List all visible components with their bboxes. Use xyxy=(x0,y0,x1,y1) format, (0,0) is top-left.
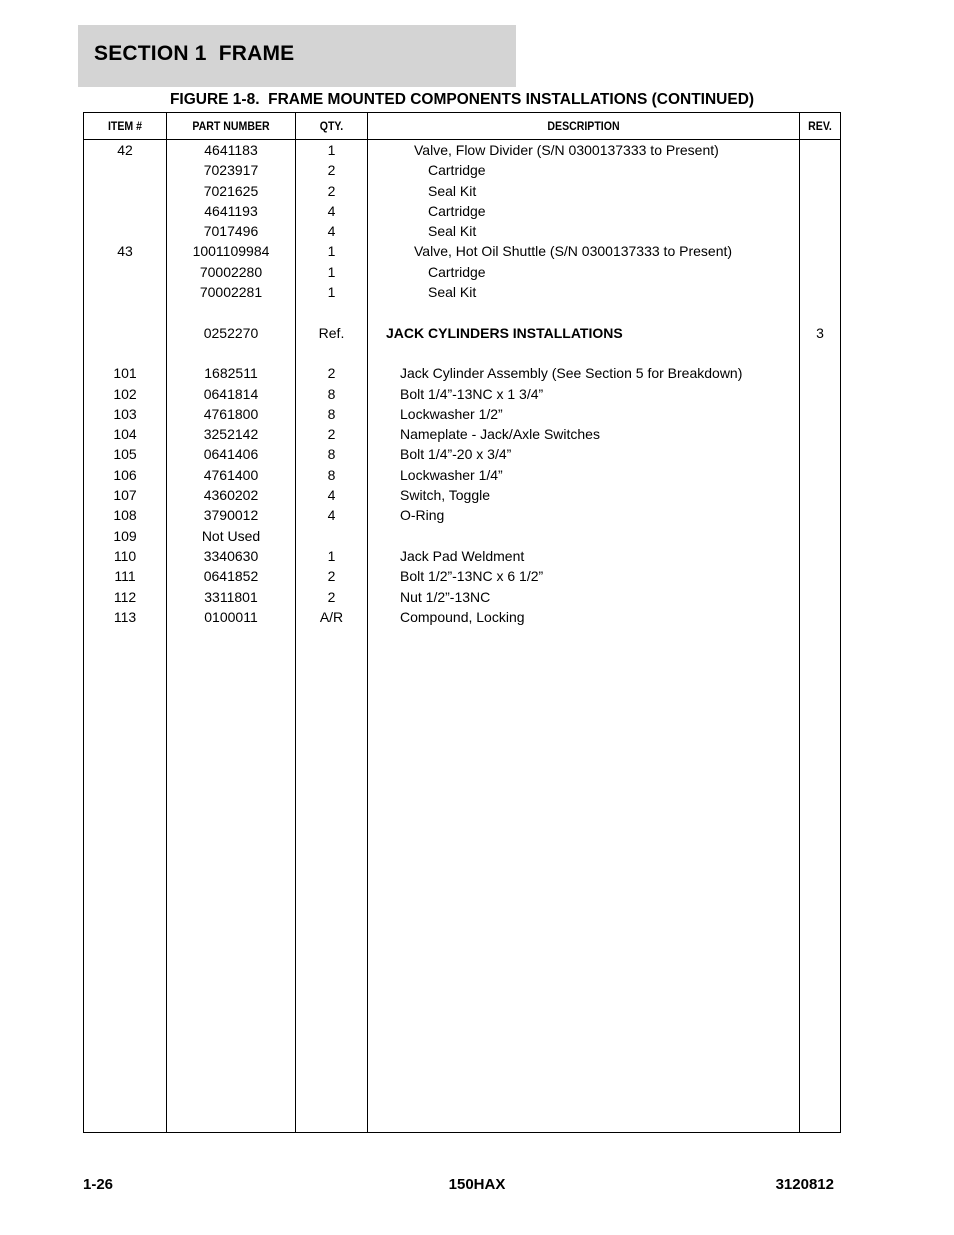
section-title: SECTION 1 FRAME xyxy=(94,42,295,65)
footer-model: 150HAX xyxy=(448,1176,506,1193)
part-number: 4641193 xyxy=(204,202,258,219)
table-row xyxy=(84,566,840,586)
item-number xyxy=(84,201,166,221)
description: Cartridge xyxy=(428,162,486,179)
footer-doc-number: 3120812 xyxy=(775,1176,834,1193)
item-number: 110 xyxy=(113,547,137,564)
table-row xyxy=(84,282,840,302)
description: Bolt 1/4”-13NC x 1 3/4” xyxy=(400,385,544,402)
table-row xyxy=(84,465,840,485)
part-number: 3340630 xyxy=(203,547,259,564)
revision xyxy=(800,607,840,627)
description: Valve, Flow Divider (S/N 0300137333 to Present) xyxy=(414,142,719,158)
description: Lockwasher 1/4” xyxy=(400,466,503,483)
table-row xyxy=(84,160,840,180)
quantity: 2 xyxy=(327,588,336,605)
part-number: 4761400 xyxy=(203,466,259,483)
item-number: 43 xyxy=(117,243,133,260)
item-number: 108 xyxy=(113,507,137,524)
description: Lockwasher 1/2” xyxy=(400,405,503,422)
quantity: 2 xyxy=(327,426,336,443)
revision: 3 xyxy=(816,324,824,341)
table-row xyxy=(84,444,840,464)
parts-table xyxy=(83,112,841,1133)
description: Jack Cylinder Assembly (See Section 5 for Breakdown) xyxy=(400,365,743,382)
section-header xyxy=(78,25,516,87)
quantity: 2 xyxy=(327,182,336,199)
item-number: 109 xyxy=(113,527,137,544)
part-number xyxy=(167,343,295,363)
table-row xyxy=(84,181,840,201)
table-row xyxy=(84,363,840,383)
quantity: 8 xyxy=(327,385,336,402)
part-number: 3311801 xyxy=(204,588,258,605)
item-number: 113 xyxy=(113,608,137,625)
table-row xyxy=(84,343,840,363)
table-row xyxy=(84,241,840,261)
part-number: 0641852 xyxy=(203,568,259,585)
revision xyxy=(800,566,840,586)
revision xyxy=(800,485,840,505)
quantity: 1 xyxy=(327,243,336,260)
quantity xyxy=(296,343,367,363)
revision xyxy=(800,241,840,261)
part-number: Not Used xyxy=(201,527,261,544)
quantity: 4 xyxy=(327,202,336,219)
table-row xyxy=(84,384,840,404)
header-qty: QTY. xyxy=(319,119,344,133)
item-number: 112 xyxy=(113,588,137,605)
revision xyxy=(800,526,840,546)
description: O-Ring xyxy=(400,507,445,524)
item-number xyxy=(84,343,166,363)
table-row xyxy=(84,485,840,505)
quantity: 2 xyxy=(327,568,336,585)
quantity xyxy=(296,526,367,546)
table-row xyxy=(84,424,840,444)
item-number: 106 xyxy=(113,466,137,483)
table-row xyxy=(84,546,840,566)
part-number: 0100011 xyxy=(204,608,258,625)
part-number: 7021625 xyxy=(203,182,259,199)
part-number: 7017496 xyxy=(203,223,259,240)
item-number: 111 xyxy=(114,568,136,585)
revision xyxy=(800,201,840,221)
revision xyxy=(800,221,840,241)
item-number xyxy=(84,221,166,241)
table-row xyxy=(84,323,840,343)
description: Valve, Hot Oil Shuttle (S/N 0300137333 to Present) xyxy=(414,243,733,260)
quantity: 1 xyxy=(327,142,336,158)
item-number: 102 xyxy=(113,385,137,402)
description: Bolt 1/2”-13NC x 6 1/2” xyxy=(400,568,544,585)
part-number: 1682511 xyxy=(204,365,258,382)
description: Switch, Toggle xyxy=(400,487,491,504)
table-row xyxy=(84,505,840,525)
item-number: 42 xyxy=(117,142,133,158)
item-number xyxy=(84,181,166,201)
header-part-number: PART NUMBER xyxy=(192,119,270,133)
table-row xyxy=(84,262,840,282)
revision xyxy=(800,465,840,485)
description: Bolt 1/4”-20 x 3/4” xyxy=(400,446,512,463)
description: Seal Kit xyxy=(428,182,477,199)
table-row xyxy=(84,607,840,627)
table-row xyxy=(84,140,840,160)
revision xyxy=(800,262,840,282)
part-number: 0252270 xyxy=(203,324,259,341)
quantity: 4 xyxy=(327,223,336,240)
item-number xyxy=(84,262,166,282)
part-number: 4360202 xyxy=(203,487,259,504)
table-row xyxy=(84,404,840,424)
part-number: 4761800 xyxy=(203,405,259,422)
item-number: 104 xyxy=(113,426,137,443)
description: Jack Pad Weldment xyxy=(400,547,525,564)
revision xyxy=(800,140,840,160)
quantity: Ref. xyxy=(318,324,345,341)
part-number: 3790012 xyxy=(203,507,259,524)
quantity: 1 xyxy=(327,547,336,564)
table-body xyxy=(84,140,840,627)
table-row xyxy=(84,587,840,607)
quantity: 2 xyxy=(327,162,336,179)
header-item: ITEM # xyxy=(107,119,143,133)
table-row xyxy=(84,221,840,241)
quantity: 1 xyxy=(327,284,336,301)
revision xyxy=(800,424,840,444)
table-row xyxy=(84,201,840,221)
part-number: 1001109984 xyxy=(192,243,270,260)
footer-page-number: 1-26 xyxy=(83,1176,114,1193)
description: JACK CYLINDERS INSTALLATIONS xyxy=(386,324,623,341)
quantity: 4 xyxy=(327,507,336,524)
revision xyxy=(800,546,840,566)
header-description: DESCRIPTION xyxy=(547,119,620,133)
revision xyxy=(800,384,840,404)
description: Nut 1/2”-13NC xyxy=(400,588,491,605)
revision xyxy=(800,404,840,424)
table-row xyxy=(84,526,840,546)
revision xyxy=(800,160,840,180)
quantity: 8 xyxy=(327,446,336,463)
item-number: 103 xyxy=(113,405,137,422)
part-number: 4641183 xyxy=(204,142,258,158)
part-number: 7023917 xyxy=(203,162,259,179)
quantity: 8 xyxy=(327,405,336,422)
description: Nameplate - Jack/Axle Switches xyxy=(400,426,600,443)
item-number xyxy=(84,160,166,180)
part-number: 70002280 xyxy=(199,263,263,280)
figure-title: FIGURE 1-8. FRAME MOUNTED COMPONENTS INSTALLATIONS (CONTINUED) xyxy=(169,91,755,108)
item-number xyxy=(84,323,166,343)
revision xyxy=(800,587,840,607)
description: Seal Kit xyxy=(428,284,477,301)
description: Cartridge xyxy=(428,202,486,219)
item-number: 105 xyxy=(113,446,137,463)
revision xyxy=(800,181,840,201)
quantity: 2 xyxy=(327,365,336,382)
part-number: 3252142 xyxy=(203,426,259,443)
header-rev: REV. xyxy=(808,119,832,133)
description: Seal Kit xyxy=(428,223,477,240)
quantity: 1 xyxy=(327,263,336,280)
part-number: 0641814 xyxy=(203,385,259,402)
quantity: 4 xyxy=(327,487,336,504)
part-number: 0641406 xyxy=(203,446,259,463)
item-number: 101 xyxy=(113,365,137,382)
description: Cartridge xyxy=(428,263,486,280)
table-row xyxy=(84,302,840,322)
quantity: A/R xyxy=(319,608,344,625)
revision xyxy=(800,505,840,525)
revision xyxy=(800,282,840,302)
revision xyxy=(800,363,840,383)
part-number: 70002281 xyxy=(199,284,263,301)
description: Compound, Locking xyxy=(400,608,525,625)
quantity: 8 xyxy=(327,466,336,483)
item-number: 107 xyxy=(113,487,137,504)
item-number xyxy=(84,282,166,302)
quantity xyxy=(296,302,367,322)
revision xyxy=(800,343,840,363)
part-number xyxy=(167,302,295,322)
revision xyxy=(800,444,840,464)
item-number xyxy=(84,302,166,322)
revision xyxy=(800,302,840,322)
